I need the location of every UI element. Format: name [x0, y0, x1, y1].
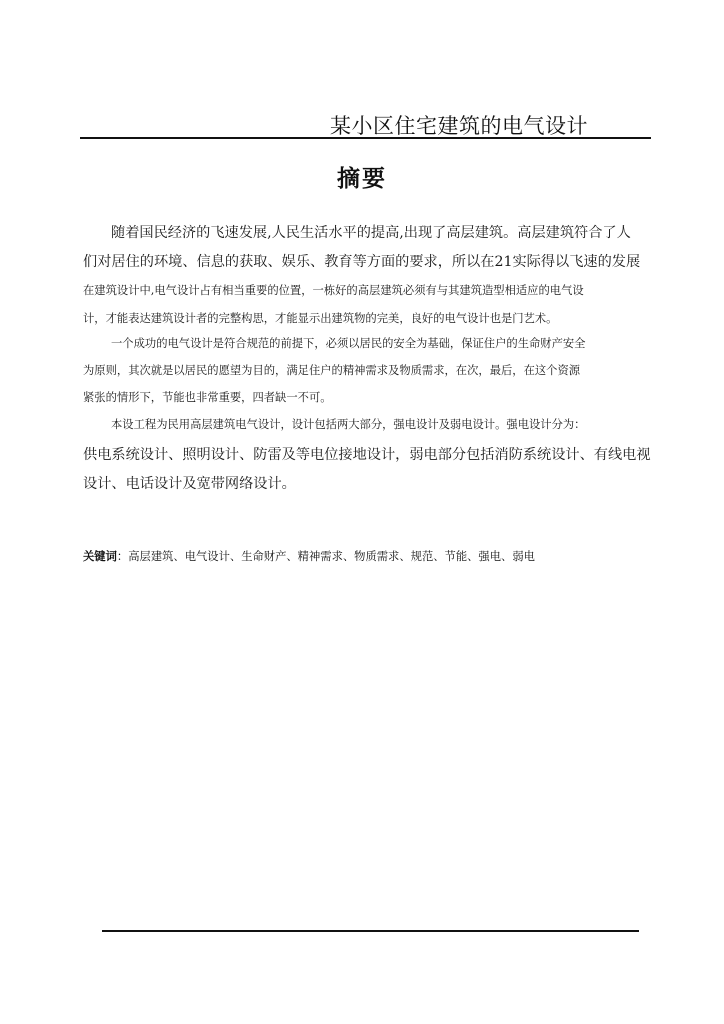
abstract-line-5: 一个成功的电气设计是符合规范的前提下，必须以居民的安全为基础，保证住户的生命财产安全 — [111, 337, 586, 350]
abstract-heading: 摘要 — [337, 166, 387, 192]
abstract-line-2: 们对居住的环境、信息的获取、娱乐、教育等方面的要求，所以在21实际得以飞速的发展 — [83, 254, 641, 270]
abstract-line-8: 本设工程为民用高层建筑电气设计，设计包括两大部分，强电设计及弱电设计。强电设计分为： — [111, 418, 586, 431]
keywords-text: 高层建筑、电气设计、生命财产、精神需求、物质需求、规范、节能、强电、弱电 — [128, 550, 535, 563]
abstract-line-3: 在建筑设计中,电气设计占有相当重要的位置，一栋好的高层建筑必须有与其建筑造型相适应的电气设 — [83, 284, 584, 297]
abstract-line-1: 随着国民经济的飞速发展,人民生活水平的提高,出现了高层建筑。高层建筑符合了人 — [111, 225, 631, 241]
abstract-line-9: 供电系统设计、照明设计、防雷及等电位接地设计，弱电部分包括消防系统设计、有线电视 — [83, 447, 651, 463]
abstract-line-6: 为原则，其次就是以居民的愿望为目的，满足住户的精神需求及物质需求，在次，最后，在这个资源 — [83, 364, 581, 377]
keywords-line — [83, 548, 655, 564]
footer-rule — [102, 930, 639, 932]
keywords-separator: ： — [116, 550, 129, 563]
page-header-title: 某小区住宅建筑的电气设计 — [330, 114, 588, 138]
abstract-line-4: 计，才能表达建筑设计者的完整构思，才能显示出建筑物的完美，良好的电气设计也是门艺术。 — [83, 312, 558, 325]
header-rule — [80, 137, 651, 139]
abstract-line-10: 设计、电话设计及宽带网络设计。 — [83, 476, 296, 492]
abstract-line-7: 紧张的情形下，节能也非常重要，四者缺一不可。 — [83, 391, 332, 404]
keywords-label: 关键词 — [83, 550, 117, 563]
